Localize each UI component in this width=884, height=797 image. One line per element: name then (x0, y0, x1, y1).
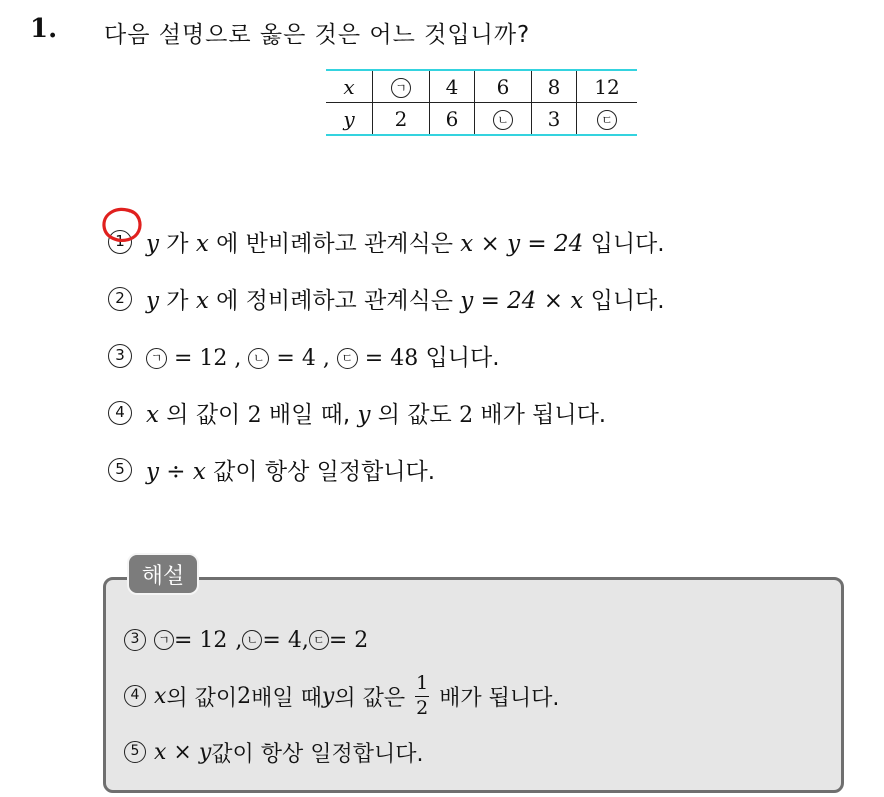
circled-nieun: ㄴ (248, 348, 269, 369)
option-text (146, 396, 606, 429)
explanation-line-3 (124, 612, 559, 668)
text: 배가 됩니다. (439, 685, 560, 711)
option-text (146, 282, 665, 315)
table-row-x (326, 70, 637, 103)
table-cell: 2 (373, 103, 430, 136)
var-y: y (146, 231, 159, 257)
text: 값이 항상 일정합니다. (205, 459, 436, 485)
red-check-circle-icon (100, 205, 152, 247)
text: = 48 (357, 346, 419, 371)
text: 에 정비례하고 관계식은 (208, 288, 461, 314)
option-4[interactable] (108, 384, 665, 441)
text: 값이 항상 일정합니다. (211, 741, 424, 767)
text: 에 반비례하고 관계식은 (208, 231, 461, 257)
option-text (146, 225, 665, 258)
var-x: x (154, 683, 167, 709)
text: 의 값이 (158, 402, 248, 428)
table-header-y: y (326, 103, 373, 136)
var-y: y (357, 402, 371, 428)
table-cell: 12 (577, 70, 638, 103)
option-text (146, 453, 435, 486)
separator: , (235, 627, 243, 653)
var-x: x (195, 288, 209, 314)
option-number: 2 (108, 287, 132, 311)
number: 2 (237, 683, 252, 709)
option-2[interactable] (108, 270, 665, 327)
option-number: 3 (124, 629, 146, 651)
table-row-y (326, 103, 637, 136)
text: 입니다. (418, 345, 500, 371)
text: 의 값도 (370, 402, 460, 428)
number: 2 (459, 403, 474, 428)
var-y: y (321, 683, 335, 709)
text: = 2 (328, 627, 369, 653)
table-cell: 6 (430, 103, 475, 136)
option-number: 5 (108, 458, 132, 482)
table-cell (577, 103, 638, 136)
fraction-denominator: 2 (416, 696, 429, 719)
text: 배가 됩니다. (473, 402, 607, 428)
table-cell: 6 (475, 70, 532, 103)
option-text (146, 339, 500, 372)
explanation-tag: 해설 (127, 553, 199, 595)
option-number: 4 (108, 401, 132, 425)
option-number: 4 (124, 685, 146, 707)
var-y: y (146, 288, 159, 314)
text: = 4 , (269, 346, 337, 371)
explanation-line-5 (124, 724, 559, 780)
text: 의 값은 (334, 685, 406, 711)
table-cell: 3 (532, 103, 577, 136)
option-number: 1 (108, 230, 132, 254)
circled-giyeok: ㄱ (146, 348, 167, 369)
fraction-numerator: 1 (416, 671, 429, 694)
option-5[interactable] (108, 441, 665, 498)
text: = 12 , (167, 346, 249, 371)
text: 배일 때, (261, 402, 358, 428)
table-header-x: x (326, 70, 373, 103)
circled-nieun: ㄴ (493, 110, 513, 130)
text: 가 (159, 231, 196, 257)
var-x: x (146, 402, 159, 428)
table-cell: 4 (430, 70, 475, 103)
separator: , (301, 627, 309, 653)
option-1[interactable] (108, 213, 665, 270)
value-table (326, 69, 637, 136)
relation-expression: x × y (154, 739, 212, 765)
circled-digeut: ㄷ (337, 348, 358, 369)
option-number: 5 (124, 741, 146, 763)
question-number: 1. (30, 14, 58, 44)
text: 입니다. (583, 288, 665, 314)
table-cell: 8 (532, 70, 577, 103)
relation-expression: x × y = 24 (460, 231, 584, 257)
table-cell (475, 103, 532, 136)
text: 입니다. (583, 231, 665, 257)
table-cell (373, 70, 430, 103)
text: = 4 (262, 627, 302, 653)
fraction-one-half (415, 671, 429, 719)
circled-nieun: ㄴ (242, 630, 262, 650)
answer-options (108, 213, 665, 498)
var-x: x (195, 231, 209, 257)
option-3[interactable] (108, 327, 665, 384)
explanation-lines (124, 612, 559, 780)
text: 의 값이 (166, 685, 238, 711)
circled-giyeok: ㄱ (391, 78, 411, 98)
text: 가 (159, 288, 196, 314)
relation-expression: y ÷ x (146, 459, 206, 485)
circled-giyeok: ㄱ (154, 630, 174, 650)
number: 2 (247, 403, 262, 428)
circled-digeut: ㄷ (597, 110, 617, 130)
relation-expression: y = 24 × x (460, 288, 584, 314)
explanation-line-4 (124, 668, 559, 724)
option-number: 3 (108, 344, 132, 368)
text: 배일 때 (251, 685, 322, 711)
text: = 12 (174, 627, 228, 653)
circled-digeut: ㄷ (309, 630, 329, 650)
question-prompt: 다음 설명으로 옳은 것은 어느 것입니까? (104, 22, 531, 48)
